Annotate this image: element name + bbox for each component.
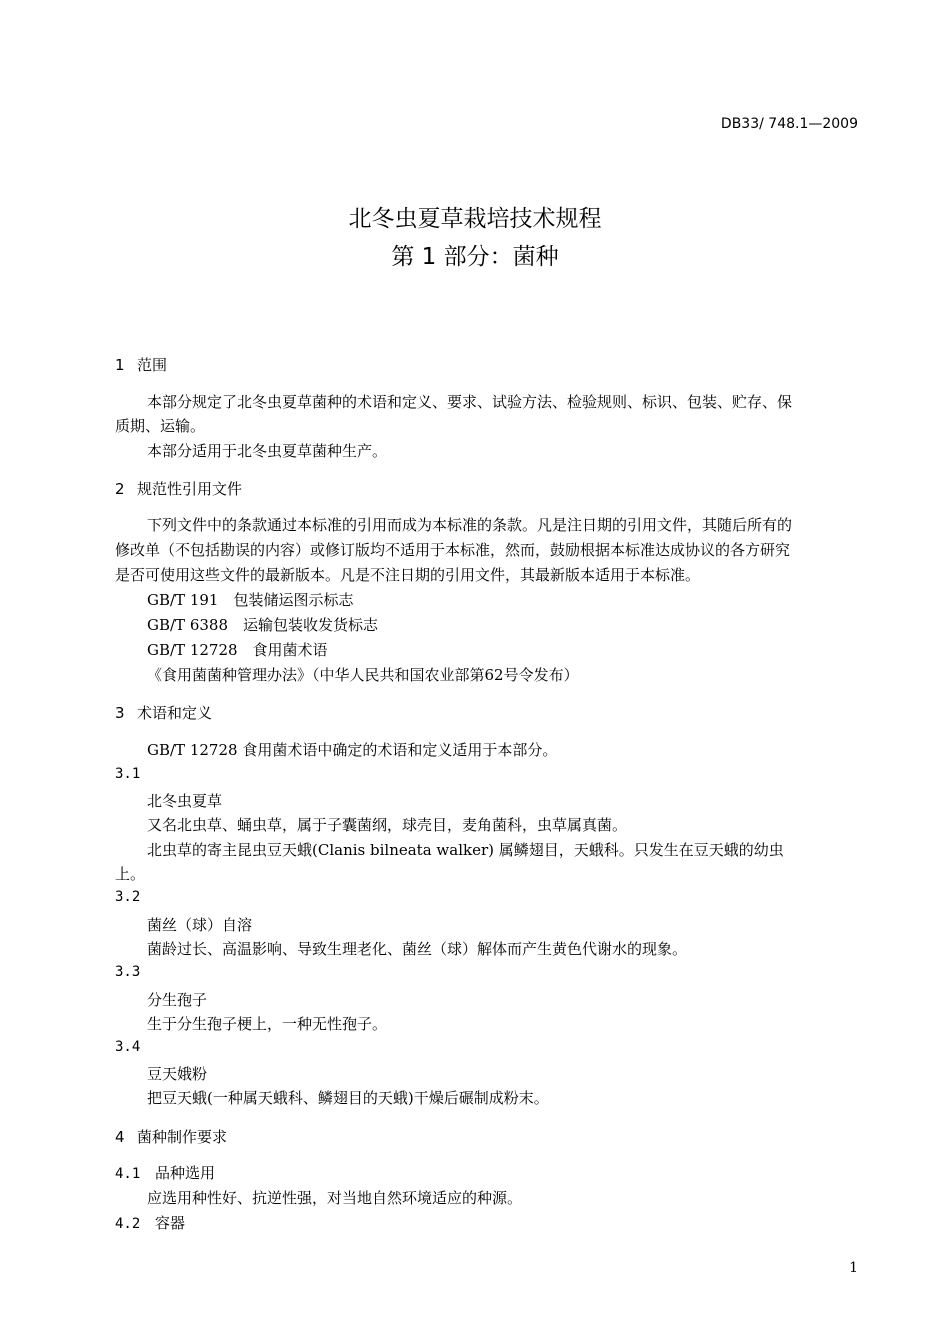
term-number: 3.2 [115, 889, 141, 905]
term-number: 3.1 [115, 766, 141, 782]
section-title: 范围 [137, 356, 168, 374]
term-number: 3.3 [115, 964, 141, 980]
term-definition: 又名北虫草、蛹虫草，属于子囊菌纲，球壳目，麦角菌科，虫草属真菌。 [147, 816, 628, 834]
paragraph: 是否可使用这些文件的最新版本。凡是不注日期的引用文件，其最新版本适用于本标准。 [115, 566, 701, 584]
paragraph: 应选用种性好、抗逆性强，对当地自然环境适应的种源。 [147, 1189, 523, 1207]
doc-number: DB33/ 748.1—2009 [720, 116, 858, 132]
section-title: 规范性引用文件 [137, 480, 243, 498]
subsection-number: 4.2 [115, 1216, 141, 1232]
reference-item: 《食用菌菌种管理办法》（中华人民共和国农业部第62号令发布） [147, 666, 579, 684]
subsection-4-1-heading [115, 1162, 215, 1183]
term-definition: 上。 [115, 865, 146, 883]
paragraph: 本部分适用于北冬虫夏草菌种生产。 [147, 442, 388, 460]
reference-item: GB/T 191 包装储运图示标志 [147, 591, 354, 609]
subsection-number: 4.1 [115, 1166, 141, 1182]
term-title: 北冬虫夏草 [147, 792, 223, 810]
term-definition: 菌龄过长、高温影响、导致生理老化、菌丝（球）解体而产生黄色代谢水的现象。 [147, 940, 688, 958]
section-title: 菌种制作要求 [137, 1128, 228, 1146]
reference-item: GB/T 6388 运输包装收发货标志 [147, 616, 379, 634]
paragraph: 下列文件中的条款通过本标准的引用而成为本标准的条款。凡是注日期的引用文件，其随后所有的 [147, 516, 793, 534]
section-number: 1 [115, 356, 125, 374]
paragraph: 本部分规定了北冬虫夏草菌种的术语和定义、要求、试验方法、检验规则、标识、包装、贮存、保 [147, 393, 793, 411]
subsection-title: 容器 [155, 1214, 186, 1232]
reference-item: GB/T 12728 食用菌术语 [147, 641, 328, 659]
page-number: 1 [849, 1260, 858, 1276]
section-2-heading [115, 478, 242, 499]
term-title: 分生孢子 [147, 991, 208, 1009]
section-1-heading [115, 354, 167, 375]
section-number: 2 [115, 480, 125, 498]
section-3-heading [115, 702, 212, 723]
paragraph: GB/T 12728 食用菌术语中确定的术语和定义适用于本部分。 [147, 741, 558, 759]
paragraph: 修改单（不包括勘误的内容）或修订版均不适用于本标准，然而，鼓励根据本标准达成协议的各方研究 [115, 541, 791, 559]
term-title: 豆天娥粉 [147, 1065, 208, 1083]
subsection-title: 品种选用 [155, 1164, 216, 1182]
title-line-1: 北冬虫夏草栽培技术规程 [348, 206, 602, 232]
term-definition: 北虫草的寄主昆虫豆天蛾(Clanis bilneata walker) 属鳞翅目，天蛾科。只发生在豆天蛾的幼虫 [147, 841, 784, 859]
section-title: 术语和定义 [137, 704, 213, 722]
subsection-4-2-heading [115, 1212, 185, 1233]
term-number: 3.4 [115, 1039, 141, 1055]
term-definition: 把豆天蛾(一种属天蛾科、鳞翅目的天蛾)干燥后碾制成粉末。 [147, 1089, 549, 1107]
term-title: 菌丝（球）自溶 [147, 916, 253, 934]
title-line-2: 第 1 部分：菌种 [391, 244, 559, 270]
paragraph: 质期、运输。 [115, 417, 206, 435]
section-number: 4 [115, 1128, 125, 1146]
term-definition: 生于分生孢子梗上，一种无性孢子。 [147, 1015, 388, 1033]
section-number: 3 [115, 704, 125, 722]
section-4-heading [115, 1126, 227, 1147]
